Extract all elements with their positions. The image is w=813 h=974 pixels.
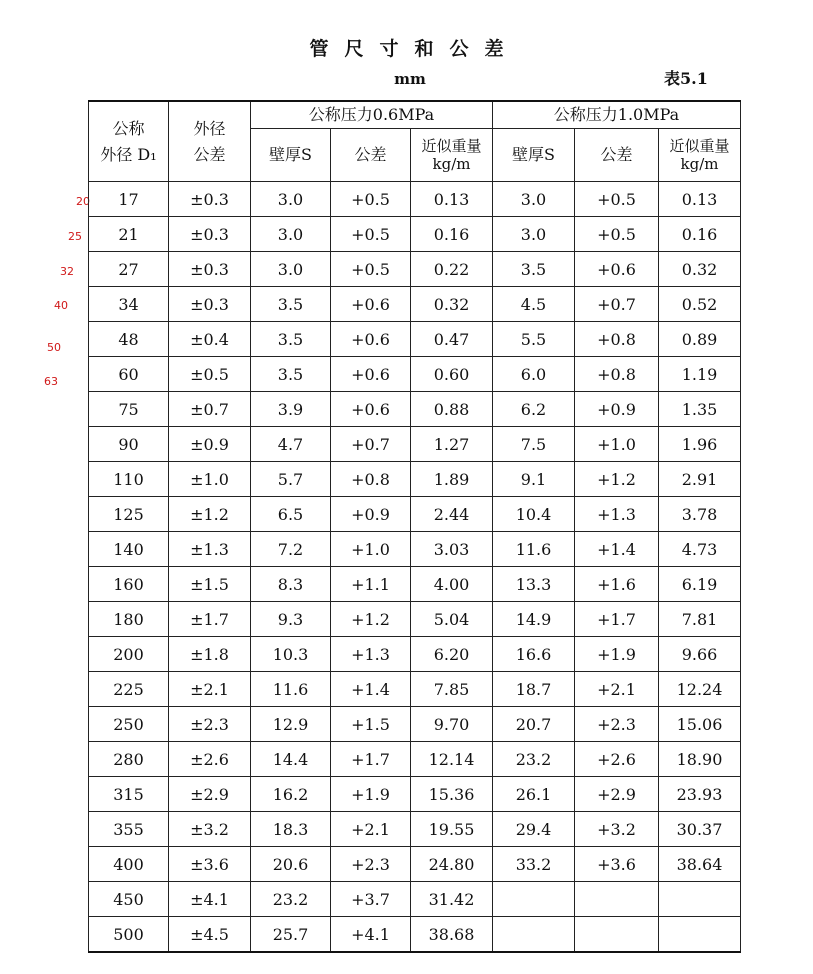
wall-10-cell: [493, 917, 575, 953]
tolerance-06-cell: +0.7: [331, 427, 411, 462]
header-nominal-od: [89, 101, 169, 182]
tolerance-10-cell: +1.3: [575, 497, 659, 532]
table-row: [89, 462, 741, 497]
weight-06-cell: 9.70: [411, 707, 493, 742]
tolerance-06-cell: +0.6: [331, 287, 411, 322]
tolerance-06-cell: +0.8: [331, 462, 411, 497]
od-tolerance-cell: ±4.5: [169, 917, 251, 953]
header-text: 公差: [193, 144, 226, 164]
od-tolerance-cell: ±1.3: [169, 532, 251, 567]
table-row: [89, 637, 741, 672]
margin-mark: 40: [54, 299, 68, 312]
table-row: [89, 427, 741, 462]
od-tolerance-cell: ±0.9: [169, 427, 251, 462]
weight-10-cell: 23.93: [659, 777, 741, 812]
tolerance-06-cell: +1.9: [331, 777, 411, 812]
wall-10-cell: 10.4: [493, 497, 575, 532]
wall-10-cell: 23.2: [493, 742, 575, 777]
wall-10-cell: 3.0: [493, 217, 575, 252]
weight-06-cell: 38.68: [411, 917, 493, 953]
table-row: [89, 882, 741, 917]
wall-06-cell: 9.3: [251, 602, 331, 637]
nominal-od-cell: 250: [89, 707, 169, 742]
weight-10-cell: 3.78: [659, 497, 741, 532]
weight-06-cell: 0.22: [411, 252, 493, 287]
wall-06-cell: 3.5: [251, 357, 331, 392]
weight-10-cell: 7.81: [659, 602, 741, 637]
table-row: [89, 357, 741, 392]
nominal-od-cell: 17: [89, 182, 169, 217]
nominal-od-cell: 500: [89, 917, 169, 953]
tolerance-10-cell: +0.5: [575, 217, 659, 252]
tolerance-06-cell: +1.5: [331, 707, 411, 742]
wall-10-cell: 26.1: [493, 777, 575, 812]
od-tolerance-cell: ±2.1: [169, 672, 251, 707]
weight-06-cell: 0.16: [411, 217, 493, 252]
weight-06-cell: 0.47: [411, 322, 493, 357]
tolerance-06-cell: +2.3: [331, 847, 411, 882]
od-tolerance-cell: ±0.4: [169, 322, 251, 357]
table-row: [89, 602, 741, 637]
tolerance-06-cell: +1.3: [331, 637, 411, 672]
od-tolerance-cell: ±0.3: [169, 217, 251, 252]
weight-10-cell: [659, 917, 741, 953]
wall-10-cell: 9.1: [493, 462, 575, 497]
margin-mark: 63: [44, 375, 58, 388]
weight-10-cell: 15.06: [659, 707, 741, 742]
od-tolerance-cell: ±0.3: [169, 252, 251, 287]
wall-10-cell: 6.0: [493, 357, 575, 392]
nominal-od-cell: 75: [89, 392, 169, 427]
tolerance-06-cell: +0.6: [331, 392, 411, 427]
wall-10-cell: 29.4: [493, 812, 575, 847]
wall-10-cell: 3.5: [493, 252, 575, 287]
table-row: [89, 672, 741, 707]
wall-10-cell: 33.2: [493, 847, 575, 882]
weight-06-cell: 19.55: [411, 812, 493, 847]
wall-10-cell: [493, 882, 575, 917]
wall-06-cell: 3.5: [251, 322, 331, 357]
weight-06-cell: 0.32: [411, 287, 493, 322]
nominal-od-cell: 60: [89, 357, 169, 392]
table-row: [89, 532, 741, 567]
tolerance-10-cell: +0.6: [575, 252, 659, 287]
wall-10-cell: 6.2: [493, 392, 575, 427]
tolerance-10-cell: +0.7: [575, 287, 659, 322]
tolerance-06-cell: +0.5: [331, 182, 411, 217]
weight-10-cell: 0.16: [659, 217, 741, 252]
tolerance-06-cell: +1.0: [331, 532, 411, 567]
weight-10-cell: 9.66: [659, 637, 741, 672]
table-row: [89, 392, 741, 427]
header-weight: [411, 129, 493, 182]
weight-10-cell: [659, 882, 741, 917]
wall-06-cell: 3.0: [251, 182, 331, 217]
nominal-od-cell: 125: [89, 497, 169, 532]
wall-06-cell: 4.7: [251, 427, 331, 462]
tolerance-06-cell: +1.7: [331, 742, 411, 777]
unit-label: mm: [394, 70, 426, 88]
od-tolerance-cell: ±0.7: [169, 392, 251, 427]
tolerance-10-cell: +1.9: [575, 637, 659, 672]
nominal-od-cell: 355: [89, 812, 169, 847]
weight-06-cell: 1.27: [411, 427, 493, 462]
header-wall: 壁厚S: [493, 129, 575, 182]
nominal-od-cell: 140: [89, 532, 169, 567]
nominal-od-cell: 160: [89, 567, 169, 602]
nominal-od-cell: 48: [89, 322, 169, 357]
od-tolerance-cell: ±4.1: [169, 882, 251, 917]
weight-10-cell: 1.19: [659, 357, 741, 392]
table-row: [89, 497, 741, 532]
nominal-od-cell: 280: [89, 742, 169, 777]
weight-06-cell: 31.42: [411, 882, 493, 917]
wall-06-cell: 10.3: [251, 637, 331, 672]
tolerance-06-cell: +1.1: [331, 567, 411, 602]
wall-06-cell: 7.2: [251, 532, 331, 567]
tolerance-06-cell: +2.1: [331, 812, 411, 847]
wall-10-cell: 5.5: [493, 322, 575, 357]
tolerance-06-cell: +0.6: [331, 322, 411, 357]
wall-06-cell: 3.9: [251, 392, 331, 427]
tolerance-06-cell: +0.6: [331, 357, 411, 392]
od-tolerance-cell: ±0.5: [169, 357, 251, 392]
table-row: [89, 917, 741, 953]
table-row: [89, 847, 741, 882]
od-tolerance-cell: ±2.3: [169, 707, 251, 742]
wall-10-cell: 16.6: [493, 637, 575, 672]
weight-06-cell: 24.80: [411, 847, 493, 882]
wall-06-cell: 5.7: [251, 462, 331, 497]
wall-10-cell: 20.7: [493, 707, 575, 742]
margin-mark: 50: [47, 341, 61, 354]
od-tolerance-cell: ±2.6: [169, 742, 251, 777]
weight-10-cell: 1.35: [659, 392, 741, 427]
nominal-od-cell: 27: [89, 252, 169, 287]
wall-06-cell: 12.9: [251, 707, 331, 742]
wall-06-cell: 3.0: [251, 252, 331, 287]
od-tolerance-cell: ±1.0: [169, 462, 251, 497]
wall-06-cell: 23.2: [251, 882, 331, 917]
table-body: [89, 182, 741, 953]
wall-10-cell: 13.3: [493, 567, 575, 602]
weight-10-cell: 38.64: [659, 847, 741, 882]
od-tolerance-cell: ±2.9: [169, 777, 251, 812]
weight-10-cell: 0.52: [659, 287, 741, 322]
tolerance-10-cell: +1.6: [575, 567, 659, 602]
header-tolerance: 公差: [331, 129, 411, 182]
wall-06-cell: 3.0: [251, 217, 331, 252]
wall-10-cell: 4.5: [493, 287, 575, 322]
header-row: [89, 101, 741, 129]
header-tolerance: 公差: [575, 129, 659, 182]
od-tolerance-cell: ±0.3: [169, 287, 251, 322]
tolerance-10-cell: +0.9: [575, 392, 659, 427]
weight-10-cell: 18.90: [659, 742, 741, 777]
wall-06-cell: 11.6: [251, 672, 331, 707]
header-group-1-0mpa: 公称压力1.0MPa: [493, 101, 741, 129]
weight-06-cell: 3.03: [411, 532, 493, 567]
weight-10-cell: 30.37: [659, 812, 741, 847]
margin-mark: 25: [68, 230, 82, 243]
wall-06-cell: 8.3: [251, 567, 331, 602]
tolerance-06-cell: +0.9: [331, 497, 411, 532]
od-tolerance-cell: ±1.2: [169, 497, 251, 532]
wall-06-cell: 6.5: [251, 497, 331, 532]
wall-06-cell: 25.7: [251, 917, 331, 953]
header-text: 公称: [112, 118, 145, 138]
wall-06-cell: 20.6: [251, 847, 331, 882]
od-tolerance-cell: ±1.5: [169, 567, 251, 602]
weight-10-cell: 0.13: [659, 182, 741, 217]
header-text: kg/m: [680, 155, 719, 173]
wall-10-cell: 11.6: [493, 532, 575, 567]
weight-06-cell: 5.04: [411, 602, 493, 637]
nominal-od-cell: 200: [89, 637, 169, 672]
tolerance-10-cell: [575, 882, 659, 917]
tolerance-10-cell: [575, 917, 659, 953]
header-text: 外径: [193, 118, 226, 138]
od-tolerance-cell: ±3.6: [169, 847, 251, 882]
wall-06-cell: 3.5: [251, 287, 331, 322]
tolerance-06-cell: +1.4: [331, 672, 411, 707]
table-row: [89, 287, 741, 322]
tolerance-10-cell: +2.9: [575, 777, 659, 812]
header-weight: [659, 129, 741, 182]
margin-mark: 32: [60, 265, 74, 278]
weight-06-cell: 15.36: [411, 777, 493, 812]
tolerance-10-cell: +0.5: [575, 182, 659, 217]
weight-06-cell: 4.00: [411, 567, 493, 602]
tolerance-10-cell: +1.7: [575, 602, 659, 637]
table-number: 表5.1: [664, 69, 708, 88]
od-tolerance-cell: ±3.2: [169, 812, 251, 847]
nominal-od-cell: 450: [89, 882, 169, 917]
header-od-tolerance: [169, 101, 251, 182]
wall-10-cell: 14.9: [493, 602, 575, 637]
nominal-od-cell: 90: [89, 427, 169, 462]
tolerance-10-cell: +0.8: [575, 322, 659, 357]
nominal-od-cell: 225: [89, 672, 169, 707]
weight-10-cell: 1.96: [659, 427, 741, 462]
weight-10-cell: 4.73: [659, 532, 741, 567]
pipe-size-table: [88, 100, 741, 953]
tolerance-06-cell: +4.1: [331, 917, 411, 953]
weight-06-cell: 0.60: [411, 357, 493, 392]
nominal-od-cell: 110: [89, 462, 169, 497]
nominal-od-cell: 34: [89, 287, 169, 322]
tolerance-10-cell: +1.4: [575, 532, 659, 567]
weight-10-cell: 0.32: [659, 252, 741, 287]
tolerance-06-cell: +0.5: [331, 252, 411, 287]
page-title: 管尺寸和公差: [309, 38, 520, 60]
tolerance-10-cell: +2.1: [575, 672, 659, 707]
table-row: [89, 217, 741, 252]
header-group-0-6mpa: 公称压力0.6MPa: [251, 101, 493, 129]
tolerance-10-cell: +1.0: [575, 427, 659, 462]
tolerance-06-cell: +0.5: [331, 217, 411, 252]
tolerance-10-cell: +2.3: [575, 707, 659, 742]
wall-06-cell: 16.2: [251, 777, 331, 812]
od-tolerance-cell: ±1.8: [169, 637, 251, 672]
tolerance-10-cell: +2.6: [575, 742, 659, 777]
od-tolerance-cell: ±0.3: [169, 182, 251, 217]
weight-06-cell: 12.14: [411, 742, 493, 777]
table-row: [89, 777, 741, 812]
margin-mark: 20: [76, 195, 90, 208]
table-row: [89, 322, 741, 357]
weight-10-cell: 2.91: [659, 462, 741, 497]
wall-10-cell: 18.7: [493, 672, 575, 707]
weight-10-cell: 6.19: [659, 567, 741, 602]
wall-10-cell: 3.0: [493, 182, 575, 217]
table-row: [89, 707, 741, 742]
weight-06-cell: 7.85: [411, 672, 493, 707]
table-row: [89, 812, 741, 847]
table-row: [89, 252, 741, 287]
weight-06-cell: 0.88: [411, 392, 493, 427]
header-text: 近似重量: [669, 137, 730, 155]
weight-06-cell: 2.44: [411, 497, 493, 532]
tolerance-10-cell: +3.2: [575, 812, 659, 847]
weight-10-cell: 0.89: [659, 322, 741, 357]
tolerance-10-cell: +1.2: [575, 462, 659, 497]
header-text: 外径 D₁: [100, 144, 157, 164]
weight-10-cell: 12.24: [659, 672, 741, 707]
header-wall: 壁厚S: [251, 129, 331, 182]
table-row: [89, 567, 741, 602]
nominal-od-cell: 315: [89, 777, 169, 812]
tolerance-06-cell: +1.2: [331, 602, 411, 637]
nominal-od-cell: 400: [89, 847, 169, 882]
od-tolerance-cell: ±1.7: [169, 602, 251, 637]
nominal-od-cell: 180: [89, 602, 169, 637]
table-row: [89, 742, 741, 777]
tolerance-10-cell: +3.6: [575, 847, 659, 882]
nominal-od-cell: 21: [89, 217, 169, 252]
header-text: kg/m: [432, 155, 471, 173]
weight-06-cell: 0.13: [411, 182, 493, 217]
tolerance-10-cell: +0.8: [575, 357, 659, 392]
wall-06-cell: 14.4: [251, 742, 331, 777]
tolerance-06-cell: +3.7: [331, 882, 411, 917]
header-text: 近似重量: [421, 137, 482, 155]
weight-06-cell: 1.89: [411, 462, 493, 497]
weight-06-cell: 6.20: [411, 637, 493, 672]
table-row: [89, 182, 741, 217]
wall-06-cell: 18.3: [251, 812, 331, 847]
wall-10-cell: 7.5: [493, 427, 575, 462]
